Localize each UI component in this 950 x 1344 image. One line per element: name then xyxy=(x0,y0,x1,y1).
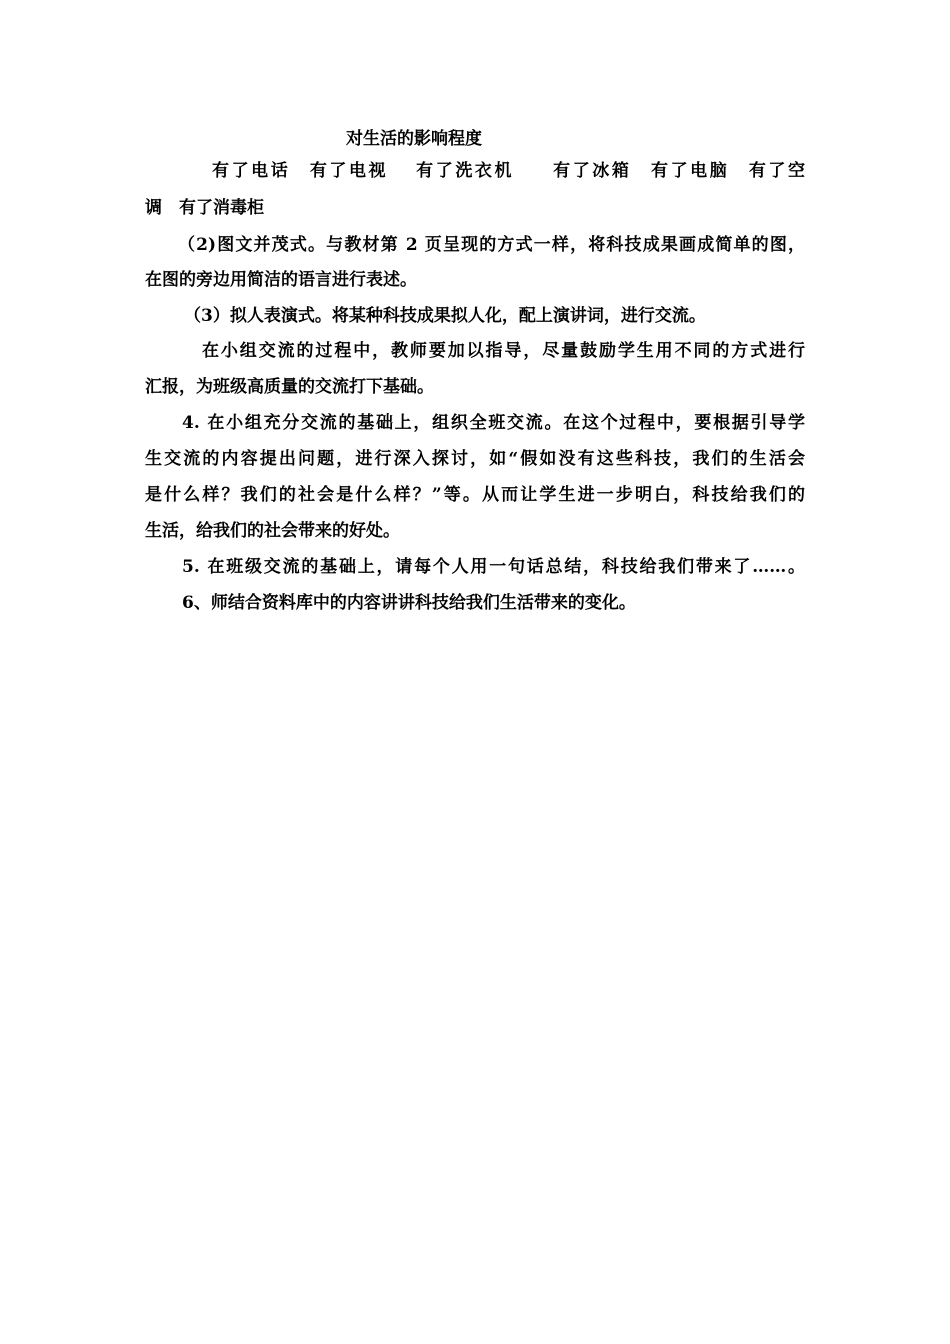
paragraph-7-line-1: 6、师结合资料库中的内容讲讲科技给我们生活带来的变化。 xyxy=(182,593,636,613)
paragraph-2-line-2: 在图的旁边用简洁的语言进行表述。 xyxy=(145,270,417,290)
paragraph-2-line-1: （2)图文并茂式。与教材第 2 页呈现的方式一样，将科技成果画成简单的图， xyxy=(178,235,805,255)
paragraph-5-line-1: 4. 在小组充分交流的基础上，组织全班交流。在这个过程中，要根据引导学 xyxy=(182,413,805,433)
paragraph-6-line-1: 5. 在班级交流的基础上，请每个人用一句话总结，科技给我们带来了……。 xyxy=(182,557,805,577)
paragraph-3-line-1: （3）拟人表演式。将某种科技成果拟人化，配上演讲词，进行交流。 xyxy=(184,306,706,326)
items-line-1: 有了电话 有了电视 有了洗衣机 有了冰箱 有了电脑 有了空 xyxy=(212,161,805,181)
paragraph-5-line-2: 生交流的内容提出问题，进行深入探讨，如“假如没有这些科技，我们的生活会 xyxy=(145,449,805,469)
paragraph-4-line-2: 汇报，为班级高质量的交流打下基础。 xyxy=(145,377,434,397)
paragraph-4-line-1: 在小组交流的过程中，教师要加以指导，尽量鼓励学生用不同的方式进行 xyxy=(202,341,805,361)
section-heading: 对生活的影响程度 xyxy=(346,129,482,149)
paragraph-5-line-3: 是什么样？我们的社会是什么样？”等。从而让学生进一步明白，科技给我们的 xyxy=(145,485,805,505)
items-line-2: 调 有了消毒柜 xyxy=(145,198,264,218)
paragraph-5-line-4: 生活，给我们的社会带来的好处。 xyxy=(145,521,400,541)
